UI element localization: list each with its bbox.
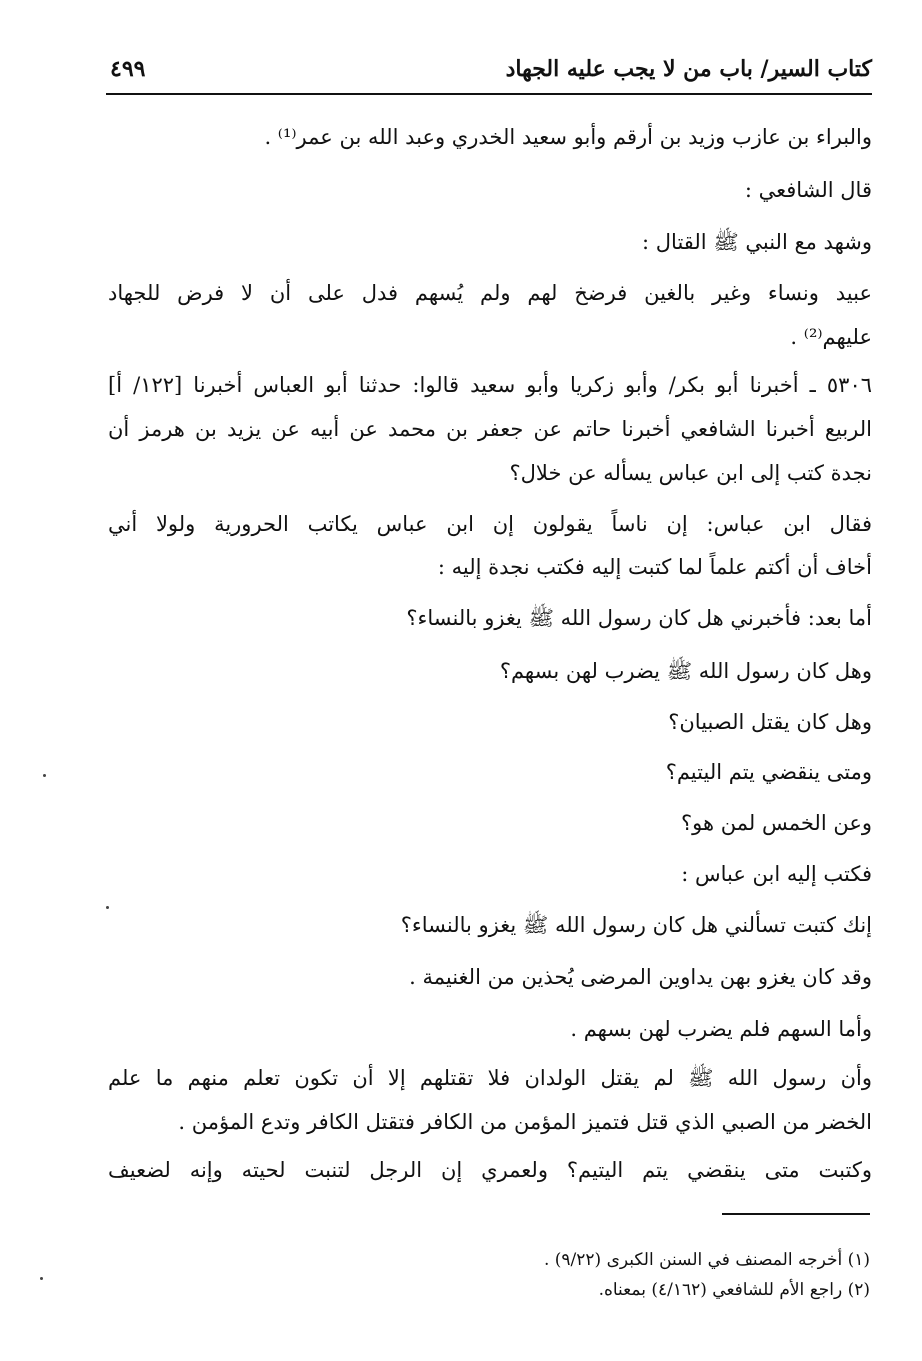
text-line: عبيد ونساء وغير بالغين فرضخ لهم ولم يُسهم فدل على أن لا فرض للجهاد <box>108 281 872 305</box>
text-line: وعن الخمس لمن هو؟ <box>681 811 872 835</box>
scan-speck <box>43 774 46 777</box>
text-line: فكتب إليه ابن عباس : <box>681 862 872 886</box>
text-line: وكتبت متى ينقضي يتم اليتيم؟ ولعمري إن الرجل لتنبت لحيته وإنه لضعيف <box>108 1158 872 1182</box>
text-line: والبراء بن عازب وزيد بن أرقم وأبو سعيد الخدري وعبد الله بن عمر⁽¹⁾ . <box>264 125 872 149</box>
text-line: عليهم⁽²⁾ . <box>790 325 872 349</box>
text-line: أخاف أن أكتم علماً لما كتبت إليه فكتب نجدة إليه : <box>437 555 872 579</box>
text-line: الخضر من الصبي الذي قتل فتميز المؤمن من الكافر فتقتل الكافر وتدع المؤمن . <box>178 1110 872 1134</box>
text-line: ومتى ينقضي يتم اليتيم؟ <box>665 760 872 784</box>
text-line: وأما السهم فلم يضرب لهن بسهم . <box>570 1017 872 1041</box>
text-line: أما بعد: فأخبرني هل كان رسول الله ﷺ يغزو بالنساء؟ <box>406 606 872 630</box>
footnote-divider <box>722 1213 870 1215</box>
text-line: وأن رسول الله ﷺ لم يقتل الولدان فلا تقتلهم إلا أن تكون تعلم منهم ما علم <box>108 1066 872 1090</box>
footnote: (١) أخرجه المصنف في السنن الكبرى (٩/٢٢) . <box>543 1250 870 1270</box>
text-line: إنك كتبت تسألني هل كان رسول الله ﷺ يغزو بالنساء؟ <box>400 913 872 937</box>
scan-speck <box>106 906 109 909</box>
text-line: ٥٣٠٦ ـ أخبرنا أبو بكر/ وأبو زكريا وأبو سعيد قالوا: حدثنا أبو العباس أخبرنا [١٢٢/ أ] <box>108 373 873 397</box>
text-line: فقال ابن عباس: إن ناساً يقولون إن ابن عباس يكاتب الحرورية ولولا أني <box>108 512 872 536</box>
text-line: نجدة كتب إلى ابن عباس يسأله عن خلال؟ <box>509 461 872 485</box>
chapter-title: كتاب السير/ باب من لا يجب عليه الجهاد <box>505 56 872 82</box>
text-line: وهل كان يقتل الصبيان؟ <box>668 710 872 734</box>
running-header <box>106 50 872 92</box>
text-line: وهل كان رسول الله ﷺ يضرب لهن بسهم؟ <box>499 659 872 683</box>
header-divider <box>106 93 872 95</box>
scan-speck <box>40 1277 43 1280</box>
footnote: (٢) راجع الأم للشافعي (٤/١٦٢) بمعناه. <box>598 1280 870 1300</box>
text-line: وقد كان يغزو بهن يداوين المرضى يُحذين من الغنيمة . <box>409 965 872 989</box>
text-line: وشهد مع النبي ﷺ القتال : <box>642 230 872 254</box>
text-line: قال الشافعي : <box>744 178 872 202</box>
page-number: ٤٩٩ <box>110 56 146 82</box>
text-line: الربيع أخبرنا الشافعي أخبرنا حاتم عن جعفر بن محمد عن أبيه عن يزيد بن هرمز أن <box>108 417 872 441</box>
